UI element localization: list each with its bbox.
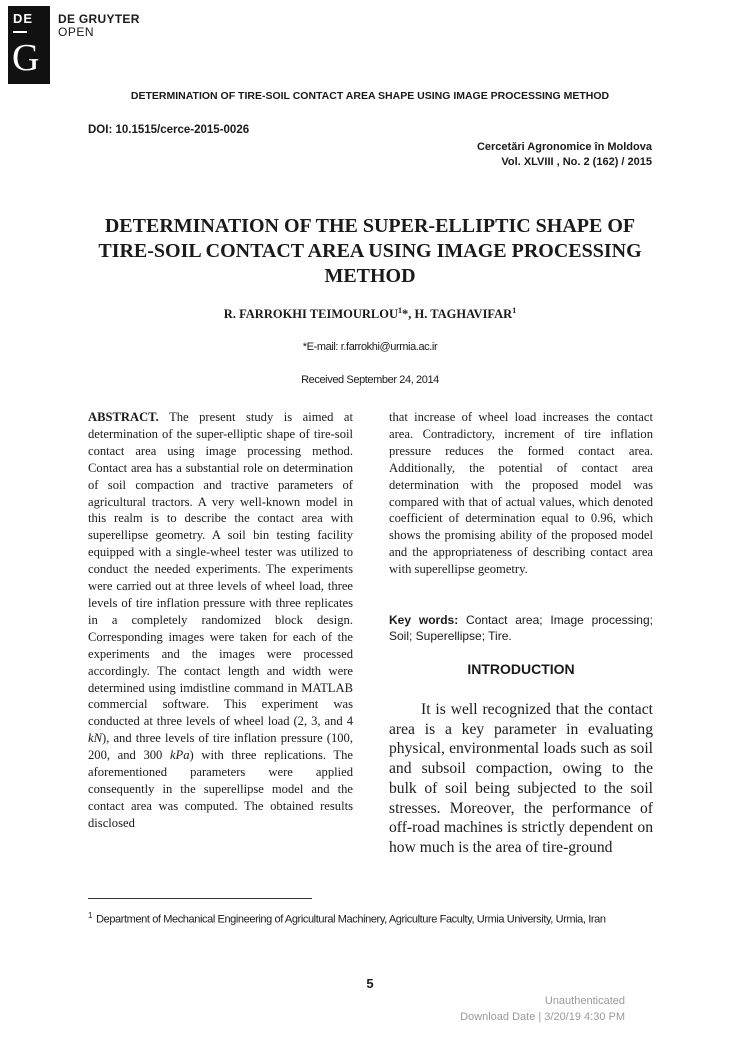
unit-kn: kN (88, 731, 102, 746)
publisher-line-1: DE GRUYTER (58, 12, 140, 26)
journal-info (477, 140, 652, 170)
keywords (389, 612, 653, 644)
logo-divider (13, 31, 27, 33)
watermark-line-2: Download Date | 3/20/19 4:30 PM (460, 1011, 625, 1023)
authors (0, 306, 740, 322)
watermark-line-1: Unauthenticated (544, 995, 625, 1007)
paper-title: DETERMINATION OF THE SUPER-ELLIPTIC SHAPE OF TIRE-SOIL CONTACT AREA USING IMAGE PROCESSING METHOD (98, 215, 642, 287)
abstract-text-left: The present study is aimed at determination of the super-elliptic shape of tire-soil contact area using image processing method. Contact area has a substantial role on determination of soil compaction and tractive parameters of agricultural tractors. A very well-known model in this realm is to describe the contact area with superellipse geometry. A soil bin testing facility equipped with a single-wheel tester was utilized to conduct the needed experiments. The experiments were carried out at three levels of wheel load, three levels of tire inflation pressure with three replicates in a completely randomized block design. Corresponding images were taken for each of the experiments and the images were processed accordingly. The contact length and width were determined using imdistline command in MATLAB commercial software. This experiment was conducted at three levels of wheel load (2, 3, and 4 (88, 410, 353, 729)
keywords-text: Contact area; Image processing; Soil; Superellipse; Tire. (389, 613, 653, 643)
abstract-text-mid: ), and three levels of tire inflation pressure (100, 200, and 300 (88, 731, 353, 763)
logo-de-text: DE (13, 11, 34, 26)
download-watermark (460, 993, 625, 1025)
author-separator: *, (402, 307, 415, 322)
abstract-text-end: ) with three replications. The aforementioned parameters were applied consequently in the superellipse model and the contact area was computed. The obtained results disclosed (88, 748, 353, 830)
running-head: DETERMINATION OF TIRE-SOIL CONTACT AREA SHAPE USING IMAGE PROCESSING METHOD (130, 90, 610, 102)
unit-kpa: kPa (169, 748, 190, 763)
logo-g-letter: G (12, 37, 40, 79)
footnote-divider (88, 898, 312, 899)
author-1-affiliation-mark: 1 (398, 306, 402, 315)
introduction-heading: INTRODUCTION (467, 661, 575, 677)
footnote-text: Department of Mechanical Engineering of Agricultural Machinery, Agriculture Faculty, Urmia University, Urmia, Iran (96, 913, 606, 926)
author-2: H. TAGHAVIFAR (414, 307, 513, 322)
footnote (88, 908, 654, 928)
received-date: Received September 24, 2014 (301, 374, 439, 386)
abstract-right-column: that increase of wheel load increases the contact area. Contradictory, increment of tire inflation pressure reduces the formed contact area. Additionally, the potential of contact area determination with the proposed model was compared with that of actual values, which denoted coefficient of determination equal to 0.96, which shows the promising ability of the proposed model and the appropriateness of describing contact area with superellipse geometry. (389, 410, 653, 577)
footnote-mark: 1 (88, 911, 93, 920)
corresponding-email[interactable]: *E-mail: r.farrokhi@urmia.ac.ir (302, 341, 438, 353)
introduction-paragraph: It is well recognized that the contact area is a key parameter in evaluating physical, environmental loads such as soil and subsoil compaction, owing to the bulk of soil being subjected to the soil stresses. Moreover, the performance of off-road machines is strictly dependent on how much is the area of tire-ground (389, 701, 653, 856)
abstract-label: ABSTRACT. (88, 410, 159, 424)
journal-name: Cercetări Agronomice în Moldova (476, 141, 652, 153)
publisher-name (58, 13, 140, 39)
author-1: R. FARROKHI TEIMOURLOU (223, 307, 398, 322)
page-number: 5 (366, 976, 374, 991)
publisher-line-2: OPEN (58, 25, 95, 39)
introduction-text (389, 700, 653, 858)
keywords-label: Key words: (389, 613, 459, 627)
abstract-left-column (88, 409, 353, 832)
journal-volume: Vol. XLVIII , No. 2 (162) / 2015 (501, 156, 652, 168)
author-2-affiliation-mark: 1 (512, 306, 517, 315)
doi-link[interactable]: DOI: 10.1515/cerce-2015-0026 (88, 124, 250, 136)
publisher-logo (8, 6, 50, 84)
